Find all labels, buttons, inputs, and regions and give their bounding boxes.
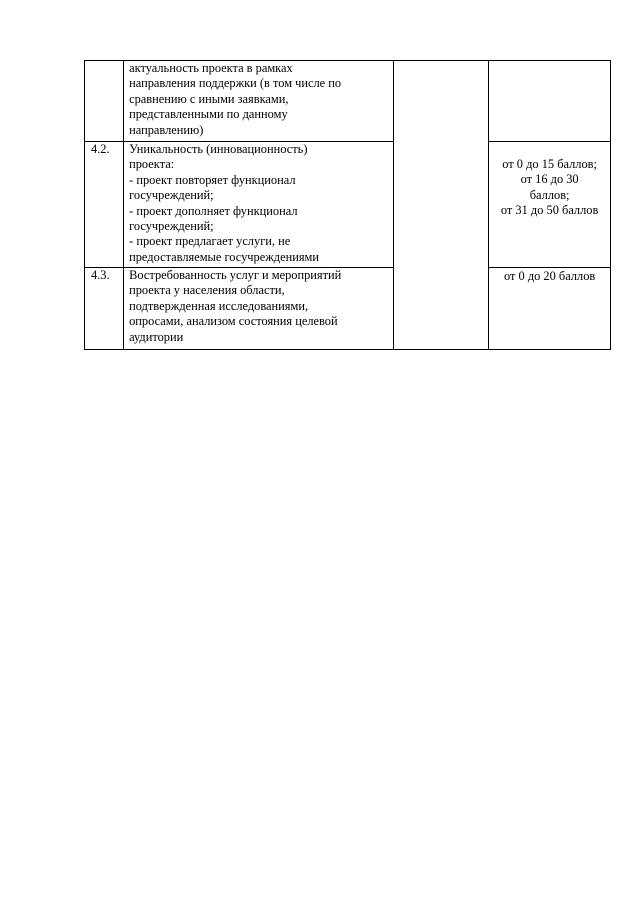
criterion-description-cell [124, 268, 394, 350]
description-line: сравнению с иными заявками, [129, 91, 289, 106]
description-line: представленными по данному [129, 107, 288, 122]
table-row [85, 268, 611, 350]
score-line: от 0 до 15 баллов; [502, 157, 597, 171]
score-line: баллов; [529, 187, 570, 202]
empty-cell [393, 61, 489, 350]
table-row [85, 142, 611, 268]
score-range-block [491, 142, 608, 219]
description-line: - проект повторяет функционал [129, 172, 296, 187]
description-line: опросами, анализом состояния целевой [129, 314, 338, 329]
criterion-description-cell [124, 61, 394, 142]
description-line: направления поддержки (в том числе по [129, 76, 342, 91]
description-line: Востребованность услуг и мероприятий [129, 268, 342, 282]
score-cell [489, 268, 611, 350]
description-line: проекта: [129, 157, 175, 172]
score-line: от 16 до 30 [520, 172, 579, 187]
row-number: 4.2. [91, 142, 110, 156]
row-number-cell [85, 142, 124, 268]
description-line: проекта у населения области, [129, 283, 285, 298]
description-line: направлению) [129, 122, 204, 137]
row-number: 4.3. [91, 268, 110, 282]
description-line: госучреждений; [129, 219, 214, 234]
table-row [85, 61, 611, 142]
description-line: подтвержденная исследованиями, [129, 298, 309, 313]
score-range-block [491, 268, 608, 284]
criteria-table [84, 60, 611, 350]
row-number-cell [85, 268, 124, 350]
description-line: актуальность проекта в рамках [129, 61, 293, 75]
row-number-cell [85, 61, 124, 142]
score-cell [489, 142, 611, 268]
description-line: Уникальность (инновационность) [129, 142, 308, 156]
score-line: от 31 до 50 баллов [500, 203, 599, 218]
criterion-description-cell [124, 142, 394, 268]
description-line: госучреждений; [129, 188, 214, 203]
description-line: - проект дополняет функционал [129, 203, 298, 218]
description-line: аудитории [129, 329, 184, 344]
score-cell [489, 61, 611, 142]
description-line: предоставляемые госучреждениями [129, 249, 320, 264]
description-line: - проект предлагает услуги, не [129, 234, 291, 249]
score-line: от 0 до 20 баллов [504, 269, 596, 283]
